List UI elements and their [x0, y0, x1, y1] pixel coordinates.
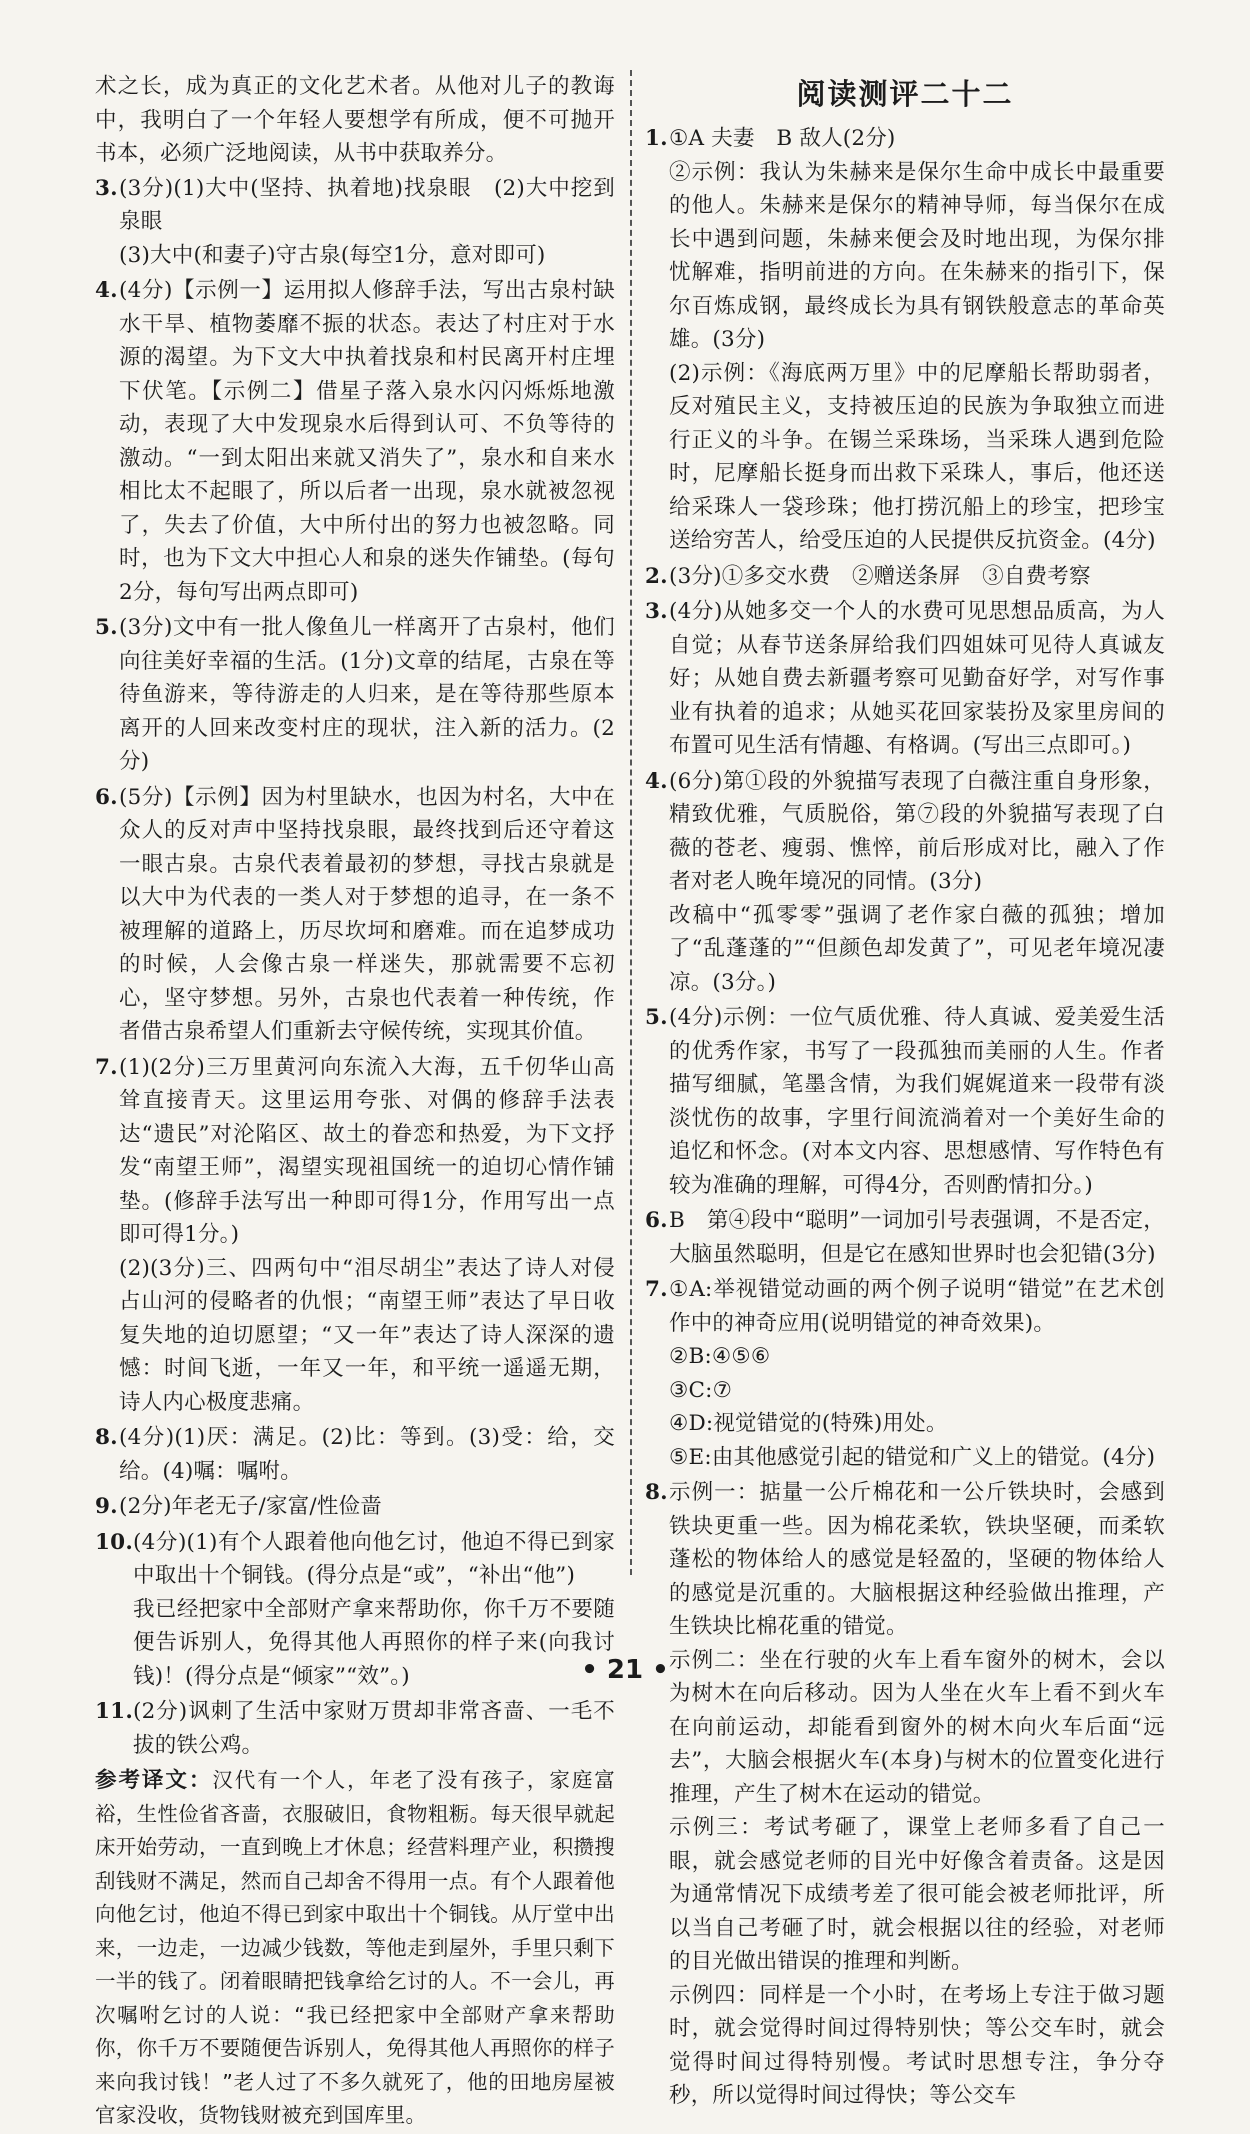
item-number: 9.	[95, 1494, 118, 1519]
page-number: • 21 •	[581, 1655, 669, 1685]
answer-item-6	[645, 1204, 1165, 1271]
item-number: 11.	[95, 1699, 134, 1724]
item-text: (2)示例：《海底两万里》中的尼摩船长帮助弱者，反对殖民主义，支持被压迫的民族为争取独立而进行正义的斗争。在锡兰采珠场，当采珠人遇到危险时，尼摩船长挺身而出救下采珠人，事后，他还送给采珠人一袋珍珠；他打捞沉船上的珍宝，把珍宝送给穷苦人，给受压迫的人民提供反抗资金。(4分)	[669, 360, 1165, 553]
item-text: 我已经把家中全部财产拿来帮助你，你千万不要随便告诉别人，免得其他人再照你的样子来(向我讨钱)！(得分点是“倾家”“效”。)	[133, 1596, 615, 1689]
item-text: ②示例：我认为朱赫来是保尔生命中成长中最重要的他人。朱赫来是保尔的精神导师，每当保尔在成长中遇到问题，朱赫来便会及时地出现，为保尔排忧解难，指明前进的方向。在朱赫来的指引下，保尔百炼成钢，最终成长为具有钢铁般意志的革命英雄。(3分)	[669, 159, 1165, 352]
item-number: 4.	[645, 768, 668, 794]
item-text: (1)(2分)三万里黄河向东流入大海，五千仞华山高耸直接青天。这里运用夸张、对偶的修辞手法表达“遗民”对沦陷区、故土的眷恋和热爱，为下文抒发“南望王师”，渴望实现祖国统一的迫切心情作铺垫。(修辞手法写出一种即可得1分，作用写出一点即可得1分。)	[119, 1054, 615, 1247]
item-number: 1.	[645, 126, 668, 151]
item-text: (5分)【示例】因为村里缺水，也因为村名，大中在众人的反对声中坚持找泉眼，最终找到后还守着这一眼古泉。古泉代表着最初的梦想，寻找古泉就是以大中为代表的一类人对于梦想的追寻，在一条不被理解的道路上，历尽坎坷和磨难。而在追梦成功的时候，人会像古泉一样迷失，那就需要不忘初心，坚守梦想。另外，古泉也代表着一种传统，作者借古泉希望人们重新去守候传统，实现其价值。	[119, 784, 615, 1044]
answer-item-4	[95, 274, 615, 609]
item-text: ③C:⑦	[669, 1377, 733, 1403]
answer-item-4	[645, 765, 1165, 1000]
item-text: (4分)【示例一】运用拟人修辞手法，写出古泉村缺水干旱、植物萎靡不振的状态。表达了村庄对于水源的渴望。为下文大中执着找泉和村民离开村庄埋下伏笔。【示例二】借星子落入泉水闪闪烁烁地激动，表现了大中发现泉水后得到认可、不负等待的激动。“一到太阳出来就又消失了”，泉水和自来水相比太不起眼了，所以后者一出现，泉水就被忽视了，失去了价值，大中所付出的努力也被忽略。同时，也为下文大中担心人和泉的迷失作铺垫。(每句2分，每句写出两点即可)	[119, 278, 615, 605]
item-number: 5.	[645, 1005, 668, 1030]
item-text: (4分)从她多交一个人的水费可见思想品质高，为人自觉；从春节送条屏给我们四姐妹可见待人真诚友好；从她自费去新疆考察可见勤奋好学，对写作事业有执着的追求；从她买花回家装扮及家里房间的布置可见生活有情趣、有格调。(写出三点即可。)	[669, 599, 1165, 758]
item-number: 3.	[645, 599, 668, 624]
item-text: (6分)第①段的外貌描写表现了白薇注重自身形象，精致优雅，气质脱俗，第⑦段的外貌描写表现了白薇的苍老、瘦弱、憔悴，前后形成对比，融入了作者对老人晚年境况的同情。(3分)	[669, 768, 1165, 894]
item-text: 改稿中“孤零零”强调了老作家白薇的孤独；增加了“乱蓬蓬的”“但颜色却发黄了”，可见老年境况凄凉。(3分。)	[669, 902, 1165, 995]
answer-item-11	[95, 1695, 615, 1762]
item-text: ⑤E:由其他感觉引起的错觉和广义上的错觉。(4分)	[669, 1444, 1156, 1470]
item-number: 7.	[645, 1277, 668, 1302]
translation-label: 参考译文：	[95, 1768, 213, 1793]
answer-item-5	[95, 611, 615, 779]
answer-item-8	[95, 1421, 615, 1488]
translation-text: 汉代有一个人，年老了没有孩子，家庭富裕，生性俭省吝啬，衣服破旧，食物粗粝。每天很早就起床开始劳动，一直到晚上才休息；经营料理产业，积攒搜刮钱财不满足，然而自己却舍不得用一点。有个人跟着他向他乞讨，他迫不得已到家中取出十个铜钱。从厅堂中出来，一边走，一边减少钱数，等他走到屋外，手里只剩下一半的钱了。闭着眼睛把钱拿给乞讨的人。不一会儿，再次嘱咐乞讨的人说：“我已经把家中全部财产拿来帮助你，你千万不要随便告诉别人，免得其他人再照你的样子来向我讨钱！”老人过了不多久就死了，他的田地房屋被官家没收，货物钱财被充到国库里。	[95, 1768, 615, 2127]
reference-translation	[95, 1764, 615, 2133]
answer-item-9	[95, 1490, 615, 1524]
item-text: B 第④段中“聪明”一词加引号表强调，不是否定，大脑虽然聪明，但是它在感知世界时也会犯错(3分)	[669, 1208, 1165, 1267]
answer-item-3	[95, 172, 615, 273]
left-column	[95, 70, 615, 2134]
item-text: 示例四：同样是一个小时，在考场上专注于做习题时，就会觉得时间过得特别快；等公交车时，就会觉得时间过得特别慢。考试时思想专注，争分夺秒，所以觉得时间过得快；等公交车	[669, 1982, 1165, 2108]
item-text: (2分)讽刺了生活中家财万贯却非常吝啬、一毛不拔的铁公鸡。	[133, 1699, 615, 1758]
item-number: 6.	[645, 1208, 668, 1233]
item-number: 2.	[645, 563, 668, 589]
item-text: (2分)年老无子/家富/性俭啬	[119, 1494, 382, 1519]
item-text: (4分)(1)厌：满足。(2)比：等到。(3)受：给，交给。(4)嘱：嘱咐。	[119, 1425, 615, 1484]
answer-item-6	[95, 781, 615, 1049]
item-text: (4分)示例：一位气质优雅、待人真诚、爱美爱生活的优秀作家，书写了一段孤独而美丽的人生。作者描写细腻，笔墨含情，为我们娓娓道来一段带有淡淡忧伤的故事，字里行间流淌着对一个美好生命的追忆和怀念。(对本文内容、思想感情、写作特色有较为准确的理解，可得4分，否则酌情扣分。)	[669, 1005, 1165, 1198]
item-text: 示例一：掂量一公斤棉花和一公斤铁块时，会感到铁块更重一些。因为棉花柔软，铁块坚硬，而柔软蓬松的物体给人的感觉是轻盈的，坚硬的物体给人的感觉是沉重的。大脑根据这种经验做出推理，产生铁块比棉花重的错觉。	[669, 1480, 1165, 1639]
item-text: (3)大中(和妻子)守古泉(每空1分，意对即可)	[119, 242, 546, 268]
item-text: (4分)(1)有个人跟着他向他乞讨，他迫不得已到家中取出十个铜钱。(得分点是“或”，“补出“他”)	[133, 1529, 615, 1588]
answer-item-2	[645, 560, 1165, 594]
item-number: 7.	[95, 1054, 118, 1080]
item-number: 8.	[645, 1480, 668, 1505]
item-number: 3.	[95, 175, 118, 201]
item-text: (2)(3分)三、四两句中“泪尽胡尘”表达了诗人对侵占山河的侵略者的仇恨；“南望王师”表达了早日收复失地的迫切愿望；“又一年”表达了诗人深深的遗憾：时间飞逝，一年又一年，和平统一遥遥无期，诗人内心极度悲痛。	[119, 1255, 615, 1415]
section-title: 阅读测评二十二	[796, 77, 1014, 111]
item-text: ①A 夫妻 B 敌人(2分)	[669, 126, 896, 151]
column-divider	[630, 70, 632, 1575]
item-text: ①A:举视错觉动画的两个例子说明“错觉”在艺术创作中的神奇应用(说明错觉的神奇效果)。	[669, 1277, 1165, 1336]
answer-item-7	[95, 1051, 615, 1420]
answer-item-5	[645, 1001, 1165, 1202]
item-text: 示例二：坐在行驶的火车上看车窗外的树木，会以为树木在向后移动。因为人坐在火车上看不到火车在向前运动，却能看到窗外的树木向火车后面“远去”，大脑会根据火车(本身)与树木的位置变化进行推理，产生了树木在运动的错觉。	[669, 1647, 1165, 1807]
item-number: 4.	[95, 278, 118, 303]
item-text: (3分)(1)大中(坚持、执着地)找泉眼 (2)大中挖到泉眼	[119, 175, 615, 234]
item-text: ②B:④⑤⑥	[669, 1344, 771, 1369]
item-number: 8.	[95, 1425, 118, 1450]
left-intro: 术之长，成为真正的文化艺术者。从他对儿子的教诲中，我明白了一个年轻人要想学有所成，便不可抛开书本，必须广泛地阅读，从书中获取养分。	[95, 74, 615, 166]
item-text: (3分)文中有一批人像鱼儿一样离开了古泉村，他们向往美好幸福的生活。(1分)文章的结尾，古泉在等待鱼游来，等待游走的人归来，是在等待那些原本离开的人回来改变村庄的现状，注入新的活力。(2分)	[119, 615, 615, 774]
answer-item-3	[645, 595, 1165, 763]
answer-item-1	[645, 122, 1165, 558]
right-column	[645, 74, 1165, 2115]
answer-item-7	[645, 1273, 1165, 1474]
item-number: 5.	[95, 615, 118, 640]
item-number: 6.	[95, 784, 118, 810]
item-text: (3分)①多交水费 ②赠送条屏 ③自费考察	[669, 563, 1091, 589]
item-number: 10.	[95, 1529, 134, 1555]
answer-item-8	[645, 1476, 1165, 2113]
item-text: ④D:视觉错觉的(特殊)用处。	[669, 1411, 948, 1436]
item-text: 示例三：考试考砸了，课堂上老师多看了自己一眼，就会感觉老师的目光中好像含着责备。这是因为通常情况下成绩考差了很可能会被老师批评，所以当自己考砸了时，就会根据以往的经验，对老师的目光做出错误的推理和判断。	[669, 1815, 1165, 1974]
